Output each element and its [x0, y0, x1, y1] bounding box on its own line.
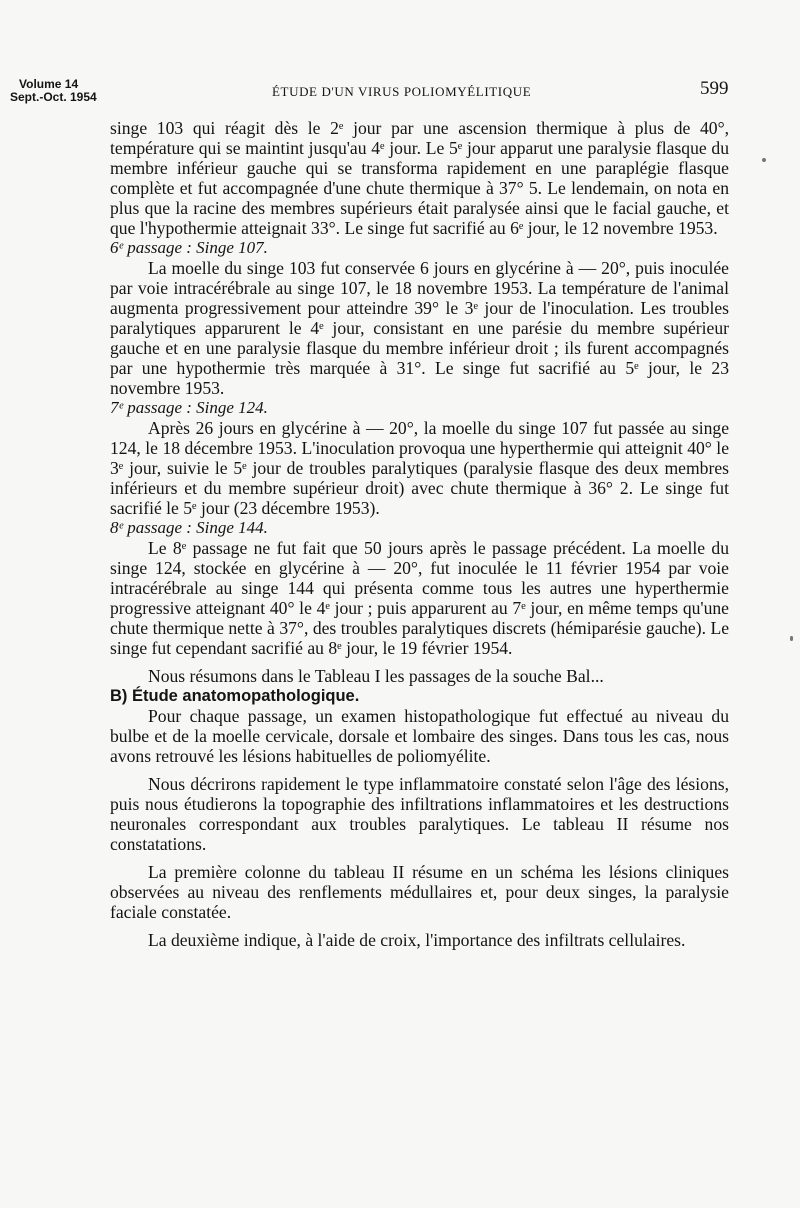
page-number: 599: [700, 78, 729, 99]
paragraph-first-column: La première colonne du tableau II résume en un schéma les lésions cliniques observées au niveau des renflements médullaires et, pour deux singes, la paralysie faciale constatée.: [110, 862, 729, 922]
journal-volume-info: [10, 78, 97, 104]
scan-speck: [790, 636, 793, 641]
volume-label: Volume 14: [19, 77, 79, 91]
paragraph-second-column: La deuxième indique, à l'aide de croix, l'importance des infiltrats cellulaires.: [148, 930, 686, 950]
paragraph-passage-7: Après 26 jours en glycérine à — 20°, la moelle du singe 107 fut passée au singe 124, le 18 décembre 1953. L'inoculation provoqua une hyperthermie qui atteignit 40° le 3ᵉ jour, suivie le 5ᵉ jour de troubles paralytiques (paralysie flasque des deux membres inférieurs et du membre supérieur droit) avec chute thermique à 36° 2. Le singe fut sacrifié le 5ᵉ jour (23 décembre 1953).: [110, 418, 729, 518]
subheading-passage-7: 7ᵉ passage : Singe 124.: [110, 398, 268, 417]
subheading-passage-8: 8ᵉ passage : Singe 144.: [110, 518, 268, 537]
subheading-passage-6: 6ᵉ passage : Singe 107.: [110, 238, 268, 257]
running-title: ÉTUDE D'UN VIRUS POLIOMYÉLITIQUE: [272, 84, 532, 99]
paragraph-passage-6: La moelle du singe 103 fut conservée 6 jours en glycérine à — 20°, puis inoculée par voie intracérébrale au singe 107, le 18 novembre 1953. La température de l'animal augmenta progressivement pour atteindre 39° le 3ᵉ jour de l'inoculation. Les troubles paralytiques apparurent le 4ᵉ jour, consistant en une parésie du membre supérieur gauche et en une paralysie flasque du membre inférieur droit ; ils furent accompagnés par une hypothermie très marquée à 31°. Le singe fut sacrifié au 5ᵉ jour, le 23 novembre 1953.: [110, 258, 729, 398]
paragraph-histopathology: Pour chaque passage, un examen histopathologique fut effectué au niveau du bulbe et de la moelle cervicale, dorsale et lombaire des singes. Dans tous les cas, nous avons retrouvé les lésions habituelles de poliomyélite.: [110, 706, 729, 766]
issue-date: Sept.-Oct. 1954: [10, 90, 97, 104]
section-heading-text: B) Étude anatomopathologique.: [110, 687, 360, 705]
section-heading-b: [110, 686, 729, 706]
paragraph-summary: Nous résumons dans le Tableau I les passages de la souche Bal...: [148, 666, 604, 686]
paragraph-singe-103: singe 103 qui réagit dès le 2ᵉ jour par une ascension thermique à plus de 40°, température qui se maintint jusqu'au 4ᵉ jour. Le 5ᵉ jour apparut une paralysie flasque du membre inférieur gauche qui se transforma rapidement en une paraplégie flasque complète et fut accompagnée d'une chute thermique à 37° 5. Le lendemain, on nota en plus que la racine des membres supérieurs était paralysée ainsi que le facial gauche, et que l'hypothermie atteignait 33°. Le singe fut sacrifié au 6ᵉ jour, le 12 novembre 1953.: [110, 118, 729, 238]
running-header: [0, 78, 800, 108]
paragraph-inflammatory-type: Nous décrirons rapidement le type inflammatoire constaté selon l'âge des lésions, puis nous étudierons la topographie des infiltrations inflammatoires et les destructions neuronales correspondant aux troubles paralytiques. Le tableau II résume nos constatations.: [110, 774, 729, 854]
article-body: [110, 118, 729, 950]
scan-speck: [762, 158, 766, 162]
paragraph-passage-8: Le 8ᵉ passage ne fut fait que 50 jours après le passage précédent. La moelle du singe 124, stockée en glycérine à — 20°, fut inoculée le 11 février 1954 par voie intracérébrale au singe 144 qui présenta comme tous les autres une hyperthermie progressive atteignant 40° le 4ᵉ jour ; puis apparurent au 7ᵉ jour, en même temps qu'une chute thermique nette à 37°, des troubles paralytiques discrets (hémiparésie gauche). Le singe fut cependant sacrifié au 8ᵉ jour, le 19 février 1954.: [110, 538, 729, 658]
